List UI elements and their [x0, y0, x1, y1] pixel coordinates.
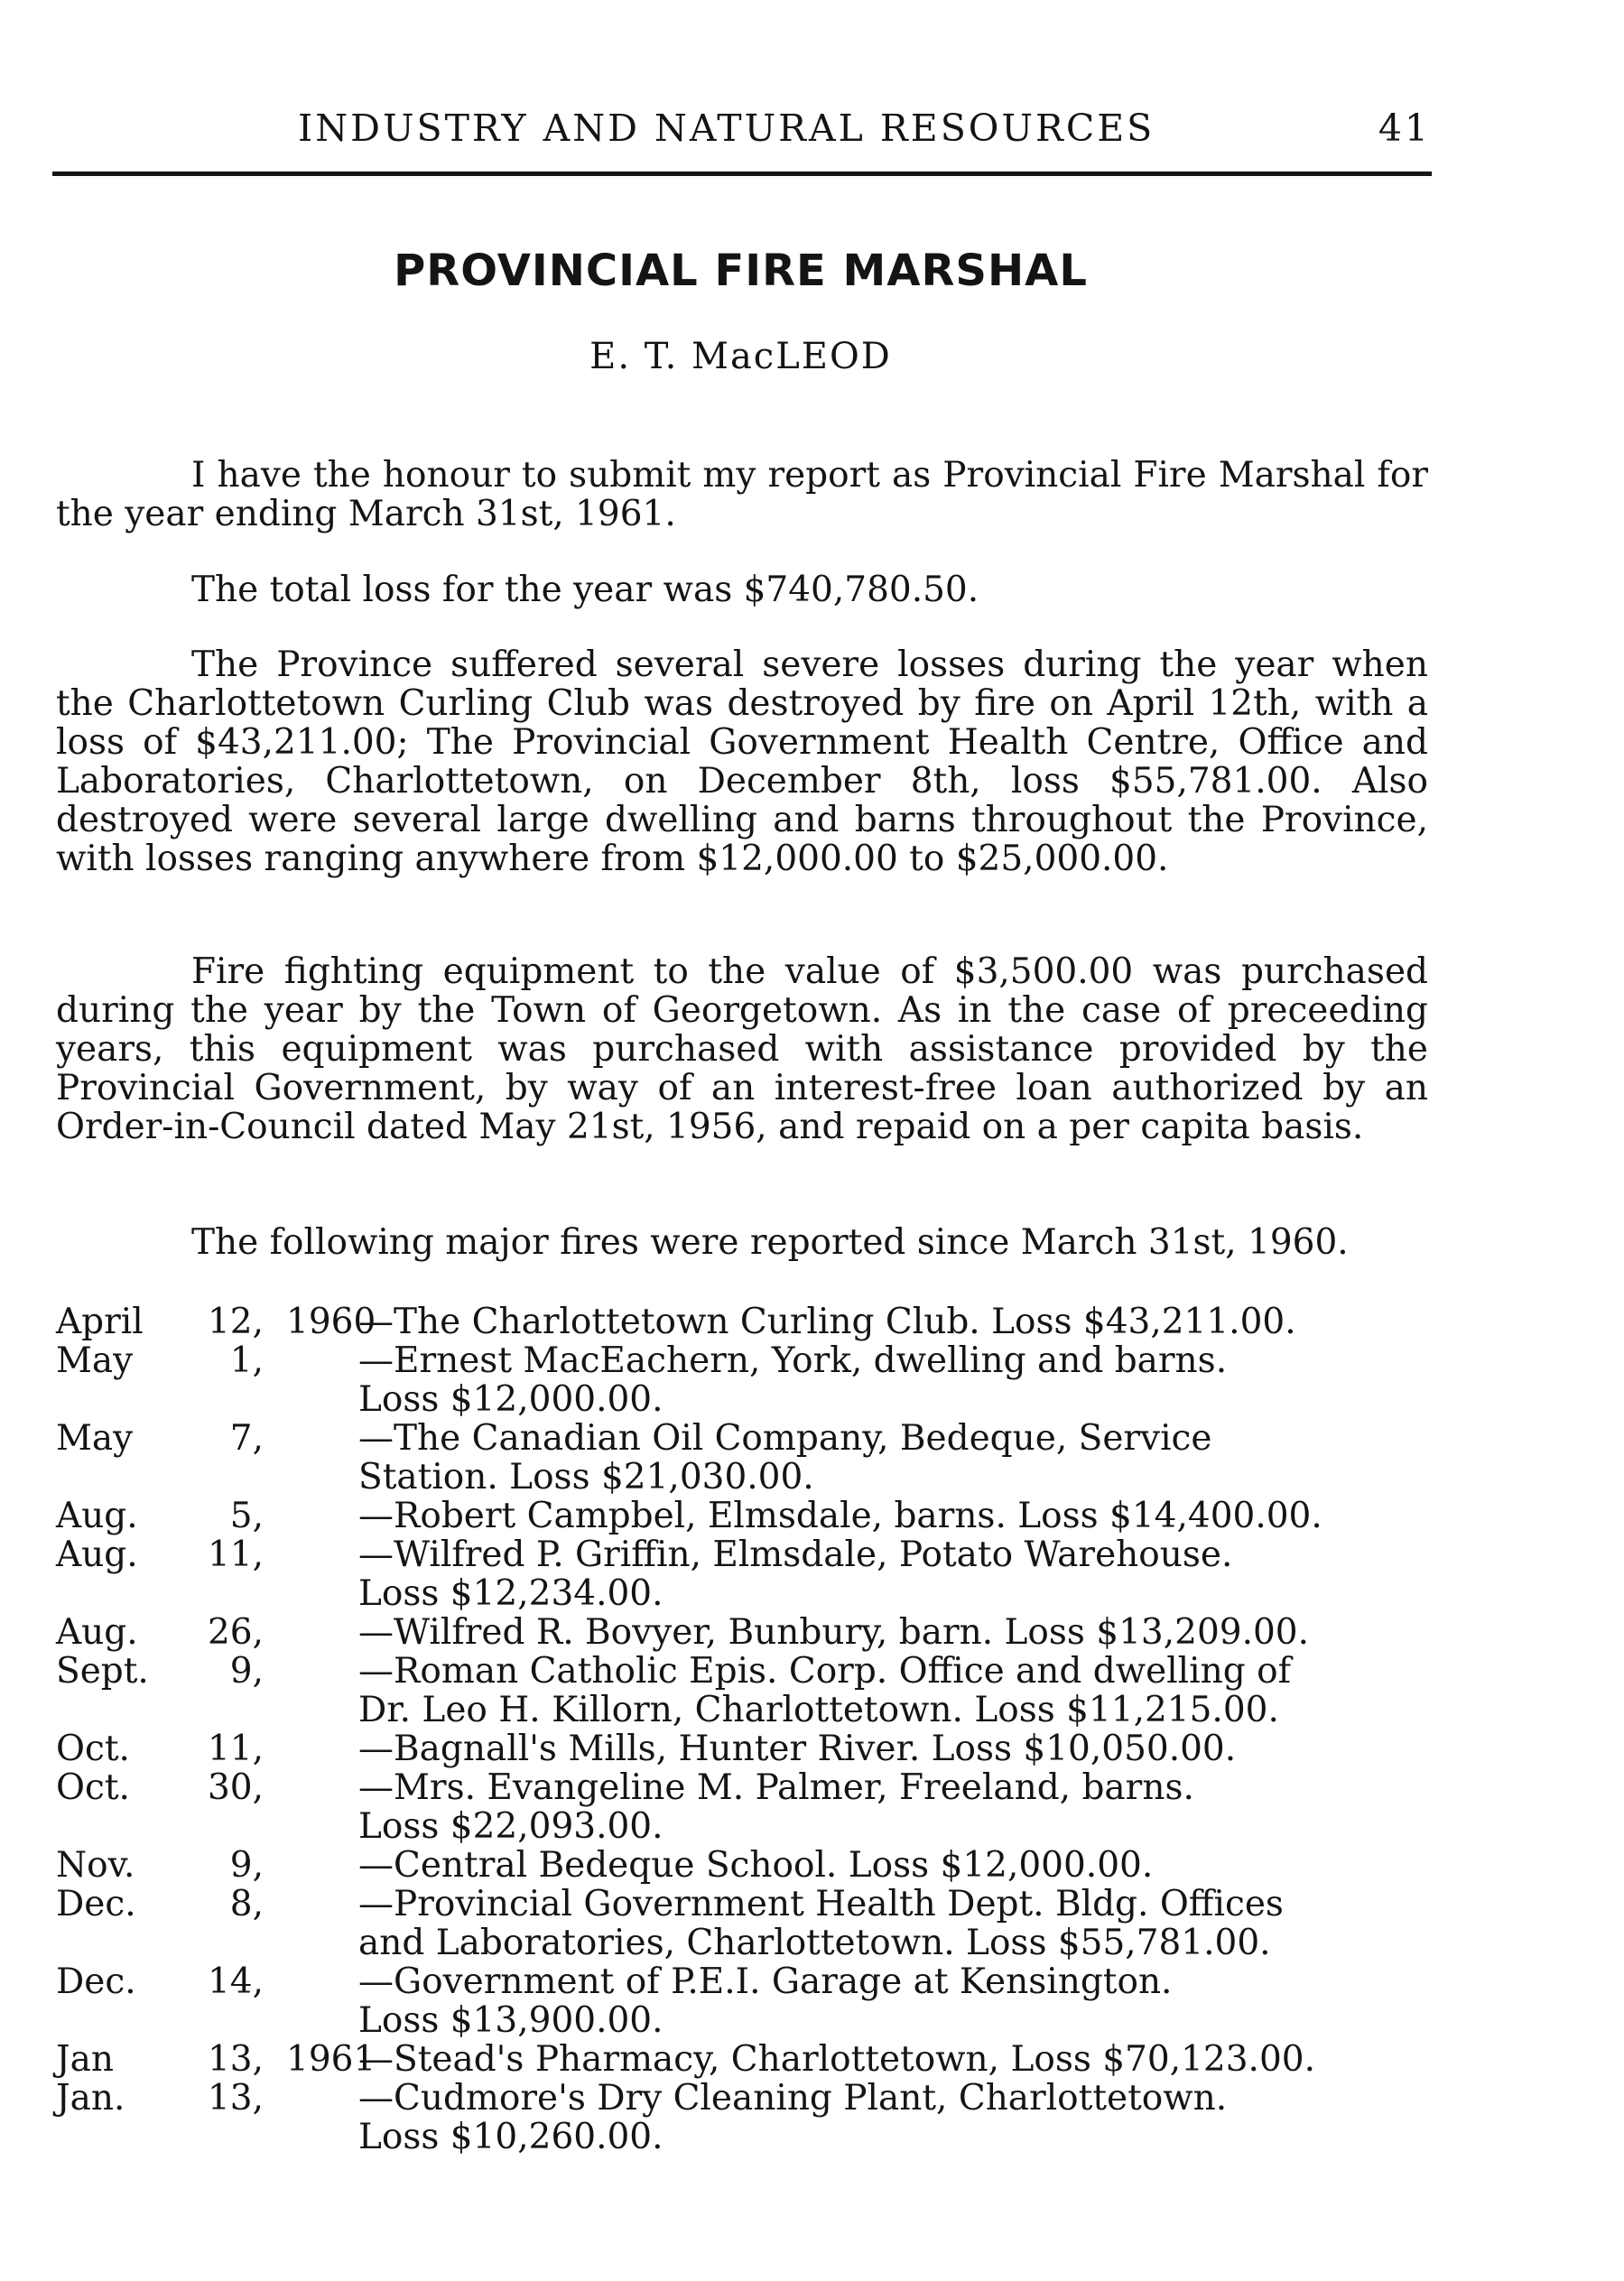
fire-entry — [56, 1613, 1433, 1652]
fire-loss-continuation: and Laboratories, Charlottetown. Loss $55,781.00. — [358, 1923, 1271, 1963]
fire-entry — [56, 2040, 1433, 2079]
fire-loss-continuation: Loss $10,260.00. — [358, 2117, 664, 2157]
paragraph-severe-losses — [56, 645, 1428, 878]
fire-loss-continuation: Loss $12,234.00. — [358, 1573, 664, 1614]
fire-day: 1, — [229, 1340, 264, 1381]
fire-day: 8, — [229, 1884, 264, 1924]
fire-month: Sept. — [56, 1651, 149, 1692]
fire-month: Jan. — [56, 2078, 125, 2119]
fire-month: Aug. — [56, 1535, 138, 1575]
fires-list — [56, 1303, 1433, 2156]
fire-description: —Bagnall's Mills, Hunter River. Loss $10,050.00. — [358, 1729, 1237, 1769]
fire-description: —Provincial Government Health Dept. Bldg. Offices — [358, 1884, 1284, 1924]
fire-entry — [56, 1497, 1433, 1535]
fire-loss-continuation: Loss $22,093.00. — [358, 1806, 664, 1847]
fire-month: Nov. — [56, 1845, 135, 1886]
fire-day: 12, — [207, 1302, 264, 1342]
fire-month: Jan — [56, 2039, 115, 2080]
header-rule — [52, 172, 1432, 176]
fire-month: Aug. — [56, 1496, 138, 1536]
fire-description: —Stead's Pharmacy, Charlottetown, Loss $70,123.00. — [358, 2039, 1315, 2080]
paragraph-text: I have the honour to submit my report as Provincial Fire Marshal for the year ending March 31st, 1961. — [56, 455, 1428, 534]
fire-description: —Government of P.E.I. Garage at Kensington. — [358, 1961, 1173, 2002]
fire-description: —Wilfred P. Griffin, Elmsdale, Potato Warehouse. — [358, 1535, 1233, 1575]
fire-loss-continuation: Dr. Leo H. Killorn, Charlottetown. Loss $11,215.00. — [358, 1690, 1279, 1730]
paragraph-text: The Province suffered several severe losses during the year when the Charlottetown Curling Club was destroyed by fire on April 12th, with a loss of $43,211.00; The Provincial Government Health Centre, Office and Laboratories, Charlottetown, on December 8th, loss $55,781.00. Also destroyed were several large dwelling and barns throughout the Province, with losses ranging anywhere from $12,000.00 to $25,000.00. — [56, 644, 1428, 879]
paragraph-text: The following major fires were reported since March 31st, 1960. — [191, 1222, 1349, 1263]
fire-day: 11, — [207, 1535, 264, 1575]
section-title: PROVINCIAL FIRE MARSHAL — [394, 246, 1088, 296]
fire-entry — [56, 1341, 1433, 1419]
paragraph-text: The total loss for the year was $740,780.50. — [191, 570, 979, 610]
fire-year: 1961 — [286, 2039, 376, 2080]
page-number: 41 — [1378, 107, 1431, 150]
fire-day: 13, — [207, 2078, 264, 2119]
paragraph-fires-intro — [56, 1223, 1428, 1262]
fire-day: 13, — [207, 2039, 264, 2080]
fire-description: —Central Bedeque School. Loss $12,000.00. — [358, 1845, 1154, 1886]
fire-description: —Cudmore's Dry Cleaning Plant, Charlottetown. — [358, 2078, 1228, 2119]
running-header — [54, 107, 1431, 161]
fire-day: 30, — [207, 1767, 264, 1808]
fire-year: 1960 — [286, 1302, 376, 1342]
fire-loss-continuation: Loss $12,000.00. — [358, 1379, 664, 1420]
fire-day: 26, — [207, 1612, 264, 1653]
author-name: E. T. MacLEOD — [589, 336, 892, 377]
fire-month: Aug. — [56, 1612, 138, 1653]
fire-entry — [56, 1768, 1433, 1846]
fire-day: 9, — [229, 1845, 264, 1886]
fire-month: May — [56, 1418, 134, 1459]
fire-description: —Robert Campbel, Elmsdale, barns. Loss $14,400.00. — [358, 1496, 1322, 1536]
fire-entry — [56, 2079, 1433, 2156]
fire-entry — [56, 1652, 1433, 1729]
fire-month: Dec. — [56, 1961, 136, 2002]
fire-entry — [56, 1962, 1433, 2040]
paragraph-equipment — [56, 952, 1428, 1146]
fire-day: 9, — [229, 1651, 264, 1692]
fire-loss-continuation: Station. Loss $21,030.00. — [358, 1457, 814, 1497]
fire-month: May — [56, 1340, 134, 1381]
running-header-title: INDUSTRY AND NATURAL RESOURCES — [298, 107, 1155, 150]
fire-day: 14, — [207, 1961, 264, 2002]
paragraph-intro — [56, 456, 1428, 533]
fire-description: —Wilfred R. Bovyer, Bunbury, barn. Loss $13,209.00. — [358, 1612, 1309, 1653]
fire-month: April — [56, 1302, 144, 1342]
fire-entry — [56, 1303, 1433, 1341]
fire-month: Oct. — [56, 1729, 130, 1769]
fire-description: —The Canadian Oil Company, Bedeque, Service — [358, 1418, 1212, 1459]
fire-day: 11, — [207, 1729, 264, 1769]
fire-entry — [56, 1846, 1433, 1885]
paragraph-total-loss — [56, 570, 1428, 609]
fire-description: —The Charlottetown Curling Club. Loss $43,211.00. — [358, 1302, 1296, 1342]
fire-entry — [56, 1419, 1433, 1497]
fire-description: —Ernest MacEachern, York, dwelling and barns. — [358, 1340, 1228, 1381]
fire-day: 5, — [229, 1496, 264, 1536]
fire-description: —Mrs. Evangeline M. Palmer, Freeland, barns. — [358, 1767, 1194, 1808]
paragraph-text: Fire fighting equipment to the value of $3,500.00 was purchased during the year by the Town of Georgetown. As in the case of preceeding years, this equipment was purchased with assistance provided by the Provincial Government, by way of an interest-free loan authorized by an Order-in-Council dated May 21st, 1956, and repaid on a per capita basis. — [56, 951, 1428, 1147]
fire-entry — [56, 1729, 1433, 1768]
fire-loss-continuation: Loss $13,900.00. — [358, 2000, 664, 2041]
fire-month: Oct. — [56, 1767, 130, 1808]
fire-entry — [56, 1885, 1433, 1962]
fire-entry — [56, 1535, 1433, 1613]
fire-day: 7, — [229, 1418, 264, 1459]
fire-description: —Roman Catholic Epis. Corp. Office and dwelling of — [358, 1651, 1292, 1692]
fire-month: Dec. — [56, 1884, 136, 1924]
